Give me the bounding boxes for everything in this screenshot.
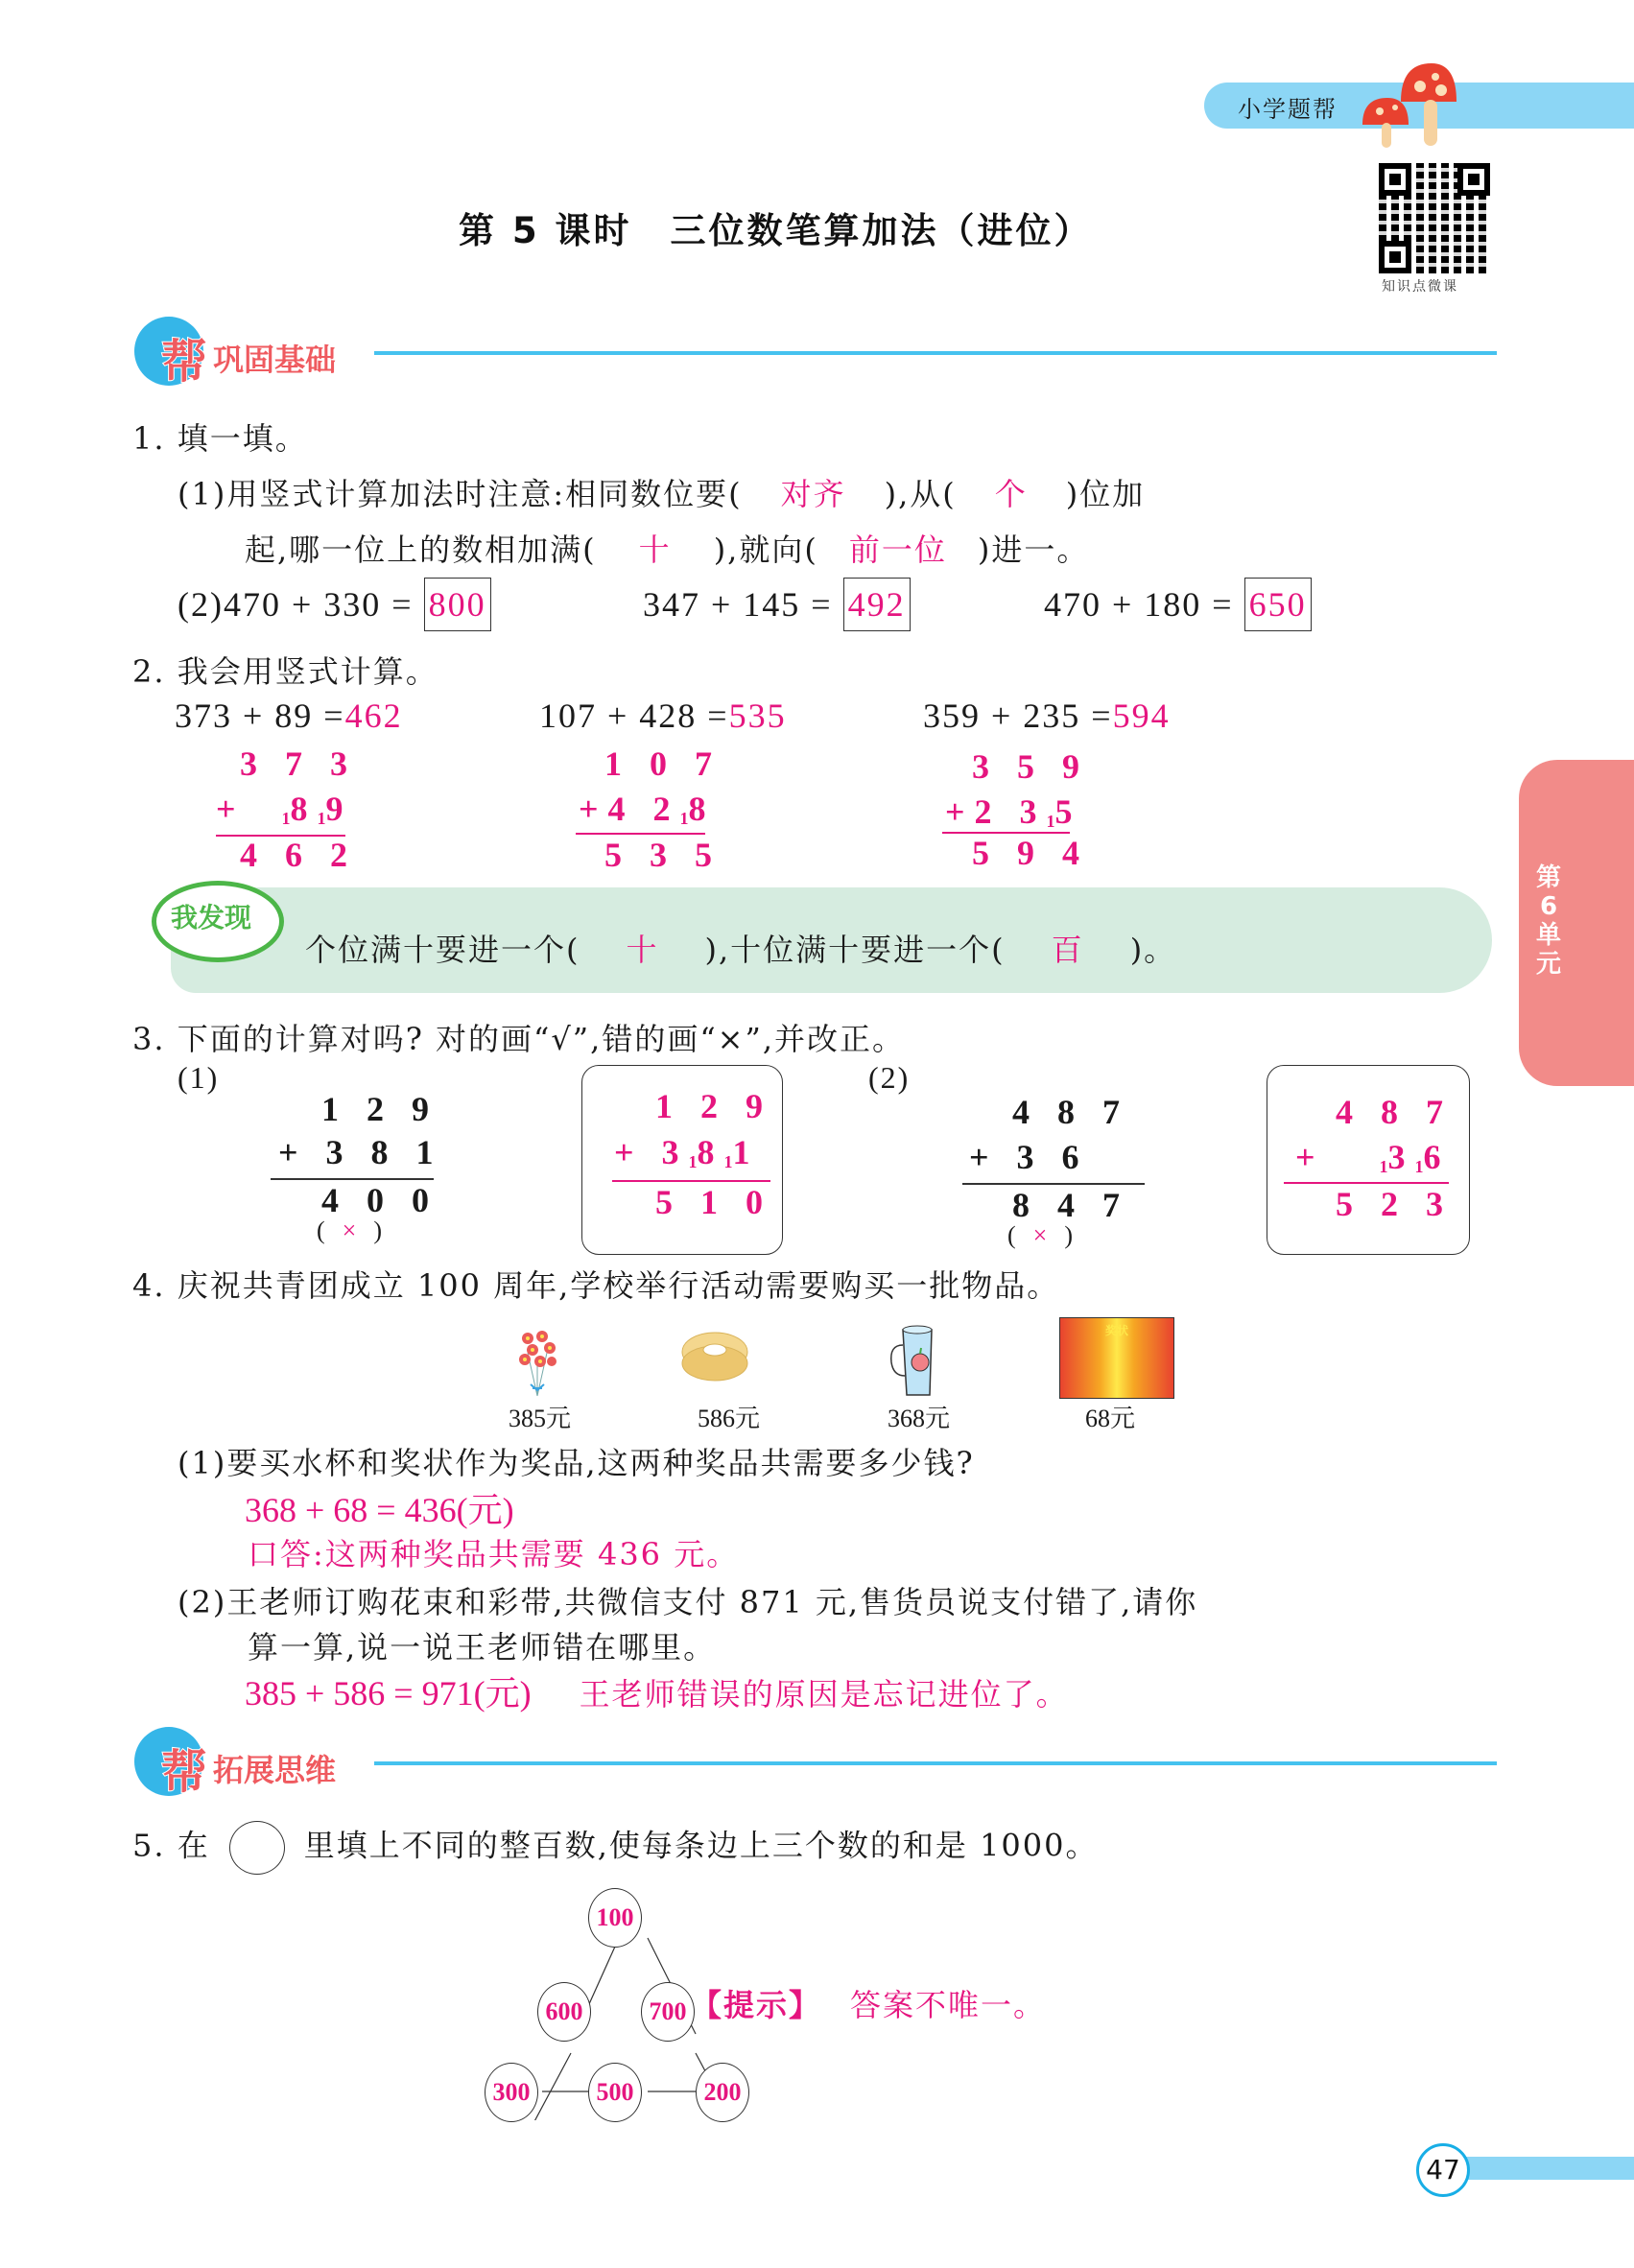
- vcalc-top: 3 5 9: [972, 747, 1089, 786]
- q1-part2: (2)470 + 330 = 800: [178, 578, 491, 631]
- triangle-node-bottom-mid: 500: [588, 2063, 642, 2122]
- page-number: 47: [1416, 2143, 1470, 2197]
- answer-text: 十: [638, 532, 672, 568]
- brand-label: 小学题帮: [1238, 96, 1338, 123]
- fix-result: 5 1 0: [655, 1183, 772, 1221]
- price-label: 385元: [509, 1405, 572, 1432]
- q3-label-1: (1): [178, 1060, 220, 1095]
- section-badge-char: 帮: [161, 1745, 208, 1799]
- q3-top: 4 8 7: [1012, 1093, 1129, 1131]
- q4-part1-answer: 口答:这两种奖品共需要 436 元。: [248, 1536, 740, 1572]
- q3-verdict: (×): [1007, 1221, 1091, 1249]
- q2-expr-1: 373 + 89 =462: [175, 697, 403, 735]
- q4-part2-question-line1: (2)王老师订购花束和彩带,共微信支付 871 元,售货员说支付错了,请你: [178, 1584, 1198, 1620]
- answer-text: 前一位: [848, 532, 947, 568]
- q5-title: 5. 在 里填上不同的整百数,使每条边上三个数的和是 1000。: [132, 1821, 1099, 1875]
- answer-box: 800: [424, 578, 491, 631]
- answer-box: 650: [1244, 578, 1312, 631]
- q3-bottom: + 3 8 1: [278, 1133, 443, 1171]
- page-title: 第 5 课时 三位数笔算加法（进位）: [459, 210, 1093, 251]
- vcalc-result: 4 6 2: [240, 836, 357, 874]
- fix-top: 1 2 9: [655, 1087, 772, 1125]
- q1-part2-item2: 347 + 145 = 492: [643, 578, 911, 631]
- price-label: 68元: [1085, 1405, 1136, 1432]
- triangle-node-bottom-right: 200: [696, 2063, 749, 2122]
- fix-result: 5 2 3: [1336, 1185, 1453, 1223]
- price-label: 368元: [888, 1405, 951, 1432]
- vcalc-addend: + $_18_19$: [216, 790, 353, 828]
- discover-text: 个位满十要进一个( 十 ),十位满十要进一个( 百 )。: [305, 932, 1177, 968]
- flower-bouquet-icon: [513, 1329, 561, 1401]
- qr-code[interactable]: [1379, 163, 1490, 273]
- vcalc-result: 5 3 5: [604, 836, 722, 874]
- q2-expr-2: 107 + 428 =535: [539, 697, 787, 735]
- q4-title: 4. 庆祝共青团成立 100 周年,学校举行活动需要购买一批物品。: [132, 1267, 1060, 1304]
- q1-title: 1. 填一填。: [132, 420, 308, 457]
- q3-result: 8 4 7: [1012, 1186, 1129, 1224]
- q4-part1-question: (1)要买水杯和奖状作为奖品,这两种奖品共需要多少钱?: [178, 1445, 975, 1481]
- section-divider: [374, 351, 1497, 355]
- q1-part2-item3: 470 + 180 = 650: [1044, 578, 1312, 631]
- answer-text: 对齐: [780, 476, 846, 512]
- vcalc-addend: +2 $3_15$: [945, 792, 1082, 831]
- answer-text: 个: [994, 476, 1028, 512]
- empty-circle-icon: [229, 1821, 285, 1875]
- triangle-node-mid-right: 700: [641, 1982, 695, 2042]
- q3-bottom: + 3 6: [969, 1138, 1089, 1176]
- q4-part1-calc: 368 + 68 = 436(元): [245, 1491, 514, 1529]
- triangle-node-mid-left: 600: [537, 1982, 591, 2042]
- q5-hint: 【提示】 答案不唯一。: [691, 1987, 1047, 2023]
- page-number-bar: [1458, 2157, 1634, 2180]
- q3-label-2: (2): [868, 1060, 911, 1095]
- vcalc-top: 3 7 3: [240, 744, 357, 783]
- unit-side-tab-label: 第 6 单 元: [1535, 863, 1561, 979]
- answer-box: 492: [843, 578, 911, 631]
- fix-top: 4 8 7: [1336, 1093, 1453, 1131]
- mushroom-icon: [1353, 58, 1458, 149]
- q1-part1-line2: 起,哪一位上的数相加满( 十 ),就向( 前一位 )进一。: [245, 532, 1090, 568]
- q3-result: 4 0 0: [321, 1181, 438, 1219]
- vcalc-addend: +4 $2_18$: [579, 790, 716, 828]
- fix-addend: + $3_18_11$: [614, 1133, 760, 1171]
- q2-expr-3: 359 + 235 =594: [923, 697, 1171, 735]
- section-badge-char: 帮: [161, 335, 208, 389]
- q4-part2-question-line2: 算一算,说一说王老师错在哪里。: [248, 1629, 717, 1666]
- section-label: 拓展思维: [213, 1752, 337, 1788]
- q3-top: 1 2 9: [321, 1090, 438, 1128]
- section-header-basic: [134, 317, 1497, 393]
- q3-verdict: (×): [317, 1217, 400, 1244]
- q3-title: 3. 下面的计算对吗? 对的画“√”,错的画“×”,并改正。: [132, 1021, 906, 1057]
- section-divider: [374, 1761, 1497, 1765]
- price-label: 586元: [698, 1405, 761, 1432]
- ribbon-roll-icon: [679, 1329, 751, 1384]
- vcalc-result: 5 9 4: [972, 834, 1089, 872]
- q1-part1-line1: (1)用竖式计算加法时注意:相同数位要( 对齐 ),从( 个 )位加: [178, 476, 1146, 512]
- vcalc-top: 1 0 7: [604, 744, 722, 783]
- cup-icon: [888, 1324, 945, 1401]
- certificate-icon: [1059, 1317, 1174, 1399]
- discover-label: 我发现: [171, 902, 252, 933]
- qr-caption: 知识点微课: [1382, 279, 1458, 295]
- triangle-node-top: 100: [588, 1888, 642, 1948]
- fix-addend: + $_13_16$: [1295, 1138, 1451, 1176]
- q4-part2-answer: 385 + 586 = 971(元) 王老师错误的原因是忘记进位了。: [245, 1674, 1069, 1713]
- q2-title: 2. 我会用竖式计算。: [132, 653, 438, 690]
- section-header-extend: [134, 1727, 1497, 1804]
- certificate-title: 奖状: [1104, 1324, 1128, 1337]
- section-label: 巩固基础: [213, 342, 337, 378]
- triangle-node-bottom-left: 300: [485, 2063, 538, 2122]
